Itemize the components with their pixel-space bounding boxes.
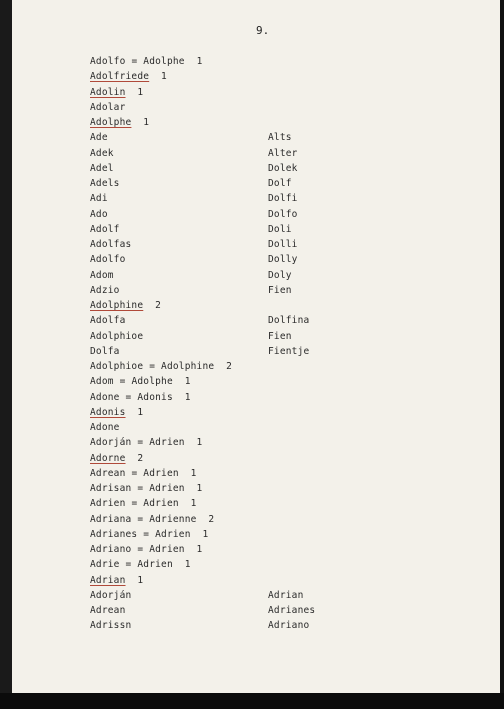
entry-line [90,56,203,68]
entry-reference: = Adrien 1 [131,544,203,555]
variant-name: Adriano [268,620,310,632]
entry-reference: = Adrien 1 [131,483,203,494]
entry-name: Ado [90,208,108,220]
entry-name: Adek [90,147,114,159]
variant-name: Dolly [268,254,298,266]
entry-name: Adzio [90,284,120,296]
variant-name: Dolfina [268,315,310,327]
entry-line [90,422,120,434]
entry-line [90,331,143,343]
entry-line [90,361,232,373]
entry-reference: = Adolphine 2 [143,361,233,372]
entry-line [90,483,202,495]
entry-reference: 1 [125,86,144,98]
entry-reference: = Adolphe 1 [125,56,203,67]
entry-line [90,346,120,358]
entry-line [90,605,126,617]
entry-name: Adom [90,269,114,281]
entry-line [90,270,114,282]
entry-name: Adrisan [90,483,132,494]
entry-reference: = Adrien 1 [119,559,191,571]
entry-name: Adrean [90,605,126,616]
entry-reference: = Adrien 1 [131,437,203,449]
variant-name: Dolf [268,178,292,189]
variant-name: Dolfo [268,208,298,220]
entry-line [90,102,126,114]
entry-name: Adel [90,162,114,174]
entry-line [90,178,120,190]
entry-line [90,224,120,236]
entry-name: Adone [90,422,120,433]
entry-name: Adolphe [90,117,132,128]
entry-line [90,544,202,556]
entry-name: Adorján [90,589,132,601]
entry-line [90,71,167,83]
entry-reference: 1 [149,71,167,83]
page-number: 9. [256,24,270,37]
entry-line [90,376,191,388]
variant-name: Doly [268,269,292,281]
entry-name: Adolphioe [90,330,144,342]
entry-line [90,163,114,175]
variant-name: Adrian [268,589,304,601]
variant-name: Adrianes [268,605,316,616]
entry-name: Adorne [90,452,126,464]
entry-line [90,148,114,160]
entry-name: Adels [90,178,120,189]
entry-reference: = Adrien 1 [125,498,197,510]
entry-reference: 1 [125,406,144,418]
entry-line [90,285,120,297]
entry-reference: 2 [143,300,162,311]
entry-line [90,193,108,205]
entry-name: Adonis [90,406,126,418]
entry-line [90,315,126,327]
entry-line [90,407,143,419]
entry-name: Adriano [90,544,132,555]
entry-line [90,132,108,144]
entry-name: Adriana [90,513,132,525]
entry-line [90,529,208,541]
entry-line [90,300,161,312]
entry-name: Adone [90,391,120,403]
variant-name: Alter [268,147,298,159]
entry-name: Adrien [90,498,126,510]
entry-line [90,239,131,251]
entry-name: Adrian [90,574,126,586]
entry-name: Dolfa [90,345,120,357]
entry-line [90,514,214,526]
variant-name: Dolek [268,162,298,174]
entry-reference: 1 [125,574,144,586]
entry-reference: = Adrien 1 [137,528,209,540]
entry-line [90,498,197,510]
book-spine-edge [0,0,12,693]
entry-line [90,117,149,129]
variant-name: Fien [268,330,292,342]
entry-line [90,87,143,99]
entry-reference: = Adrienne 2 [131,513,215,525]
entry-line [90,559,191,571]
variant-name: Alts [268,132,292,144]
entry-name: Adorján [90,437,132,449]
entry-name: Adolfas [90,239,132,250]
entry-line [90,468,197,480]
entry-line [90,209,108,221]
entry-name: Adrianes [90,528,138,540]
entry-name: Adolphine [90,300,144,311]
entry-reference: 1 [131,117,150,128]
variant-name: Dolli [268,239,298,250]
entry-name: Ade [90,132,108,144]
entry-line [90,254,126,266]
variant-name: Fientje [268,345,310,357]
variant-name: Fien [268,284,292,296]
entry-line [90,590,131,602]
entry-reference: = Adonis 1 [119,391,191,403]
entry-name: Adi [90,193,108,205]
entry-line [90,437,202,449]
entry-name: Adrean [90,467,126,479]
entry-reference: = Adolphe 1 [113,376,191,388]
entry-name: Adolphioe [90,361,144,372]
entry-name: Adolar [90,101,126,113]
entry-line [90,620,131,632]
entry-line [90,453,143,465]
entry-name: Adom [90,376,114,388]
entry-line [90,392,191,404]
variant-name: Doli [268,223,292,235]
entry-name: Adrissn [90,620,132,632]
entry-name: Adolfriede [90,71,150,83]
entry-name: Adolfo [90,56,126,67]
variant-name: Dolfi [268,193,298,205]
document-page [12,0,500,693]
entry-name: Adolfo [90,254,126,266]
entry-line [90,575,143,587]
entry-name: Adolf [90,223,120,235]
entry-reference: = Adrien 1 [125,467,197,479]
scan-bottom-border [0,693,504,709]
entry-name: Adrie [90,559,120,571]
entry-name: Adolfa [90,315,126,327]
entry-name: Adolin [90,86,126,98]
entry-reference: 2 [125,452,144,464]
